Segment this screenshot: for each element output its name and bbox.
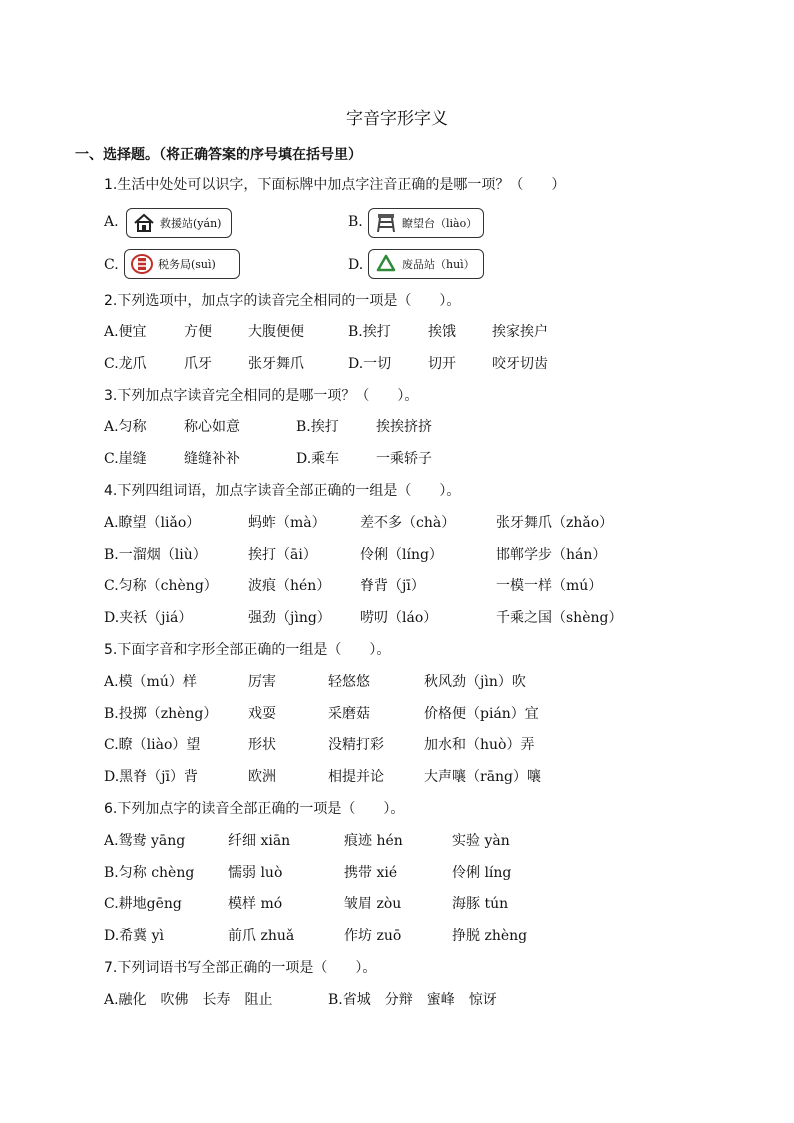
question-stem: 5.下面字音和字形全部正确的一组是（ ）。: [104, 642, 391, 658]
answer-option: D.黑脊（jī）背: [104, 769, 198, 785]
answer-option: 张牙舞爪（zhǎo）: [496, 515, 614, 531]
answer-option: 采磨菇: [328, 706, 370, 722]
answer-option: 相提并论: [328, 769, 384, 785]
q1-option-a-sign-text: 救援站(yán): [160, 217, 222, 230]
answer-option: 欧洲: [248, 769, 276, 785]
page-title: 字音字形字义: [346, 109, 448, 129]
question-stem: 7.下列词语书写全部正确的一项是（ ）。: [104, 960, 377, 976]
answer-option: D.希冀 yì: [104, 928, 165, 944]
tower-icon: [375, 212, 397, 234]
answer-option: 秋风劲（jìn）吹: [424, 674, 526, 690]
answer-option: 蚂蚱（mà）: [248, 515, 326, 531]
answer-option: 作坊 zuō: [344, 928, 402, 944]
answer-option: 挨挨挤挤: [376, 419, 432, 435]
answer-option: 千乘之国（shèng）: [496, 610, 623, 626]
answer-option: B.一溜烟（liù）: [104, 547, 207, 563]
answer-option: C.匀称（chèng）: [104, 578, 218, 594]
q1-option-a-sign: [126, 208, 232, 238]
answer-option: B.投掷（zhèng）: [104, 706, 218, 722]
answer-option: C.瞭（liào）望: [104, 737, 201, 753]
answer-option: 称心如意: [184, 419, 240, 435]
recycle-icon: [375, 253, 397, 275]
answer-option: 懦弱 luò: [228, 865, 283, 881]
answer-option: 强劲（jìng）: [248, 610, 331, 626]
answer-option: 缝缝补补: [184, 451, 240, 467]
q1-option-a-letter: A.: [104, 214, 119, 230]
answer-option: 方便: [184, 324, 212, 340]
answer-option: A.鸳鸯 yāng: [104, 833, 186, 849]
answer-option: 波痕（hén）: [248, 578, 331, 594]
answer-option: 痕迹 hén: [344, 833, 403, 849]
answer-option: B.挨打: [296, 419, 339, 435]
q1-option-c-sign-text: 税务局(suì): [158, 258, 216, 271]
answer-option: 携带 xié: [344, 865, 398, 881]
house-icon: [133, 212, 155, 234]
q1-option-d-letter: D.: [348, 257, 364, 273]
answer-option: 皱眉 zòu: [344, 896, 402, 912]
answer-option: 纤细 xiān: [228, 833, 291, 849]
answer-option: B.匀称 chèng: [104, 865, 195, 881]
answer-option: 唠叨（láo）: [360, 610, 438, 626]
answer-option: 海豚 tún: [452, 896, 509, 912]
answer-option: 戏耍: [248, 706, 276, 722]
answer-option: C.耕地gēng: [104, 896, 182, 912]
answer-option: 大腹便便: [248, 324, 304, 340]
answer-option: 咬牙切齿: [492, 356, 548, 372]
answer-option: 没精打彩: [328, 737, 384, 753]
answer-option: 加水和（huò）弄: [424, 737, 535, 753]
answer-option: 伶俐（líng）: [360, 547, 443, 563]
answer-option: A.模（mú）样: [104, 674, 197, 690]
question-stem: 4.下列四组词语，加点字读音全部正确的一组是（ ）。: [104, 483, 461, 499]
answer-option: 一乘轿子: [376, 451, 432, 467]
answer-option: 实验 yàn: [452, 833, 510, 849]
answer-option: A.融化 吹佛 长寿 阻止: [104, 992, 273, 1008]
answer-option: 厉害: [248, 674, 276, 690]
answer-option: B.省城 分辩 蜜峰 惊讶: [328, 992, 497, 1008]
answer-option: 张牙舞爪: [248, 356, 304, 372]
answer-option: 挨饿: [428, 324, 456, 340]
answer-option: 切开: [428, 356, 456, 372]
answer-option: 一模一样（mú）: [496, 578, 603, 594]
answer-option: C.崖缝: [104, 451, 147, 467]
q1-option-b-letter: B.: [348, 214, 363, 230]
q1-option-d-sign: [368, 249, 484, 279]
answer-option: A.便宜: [104, 324, 147, 340]
answer-option: 大声嚷（rāng）嚷: [424, 769, 542, 785]
q1-option-b-sign: [368, 208, 484, 238]
answer-option: C.龙爪: [104, 356, 147, 372]
question-stem: 3.下列加点字读音完全相同的是哪一项？（ ）。: [104, 388, 419, 404]
answer-option: D.乘车: [296, 451, 340, 467]
tax-emblem-icon: [131, 253, 153, 275]
answer-option: 形状: [248, 737, 276, 753]
q1-option-c-sign: [124, 249, 240, 279]
answer-option: 轻悠悠: [328, 674, 370, 690]
q1-option-b-sign-text: 瞭望台（liào）: [402, 217, 478, 230]
answer-option: B.挨打: [348, 324, 391, 340]
answer-option: 差不多（chà）: [360, 515, 456, 531]
question-stem: 2.下列选项中，加点字的读音完全相同的一项是（ ）。: [104, 293, 461, 309]
answer-option: 挣脱 zhèng: [452, 928, 528, 944]
answer-option: D.夹袄（jiá）: [104, 610, 193, 626]
q1-option-c-letter: C.: [104, 257, 119, 273]
answer-option: 前爪 zhuǎ: [228, 928, 295, 944]
answer-option: A.瞭望（liǎo）: [104, 515, 201, 531]
answer-option: 伶俐 líng: [452, 865, 512, 881]
answer-option: 挨打（āi）: [248, 547, 317, 563]
section-heading: 一、选择题。（将正确答案的序号填在括号里）: [75, 147, 362, 163]
answer-option: 邯郸学步（hán）: [496, 547, 607, 563]
answer-option: 价格便（pián）宜: [424, 706, 539, 722]
answer-option: 挨家挨户: [492, 324, 548, 340]
question-1-stem: 1.生活中处处可以识字，下面标牌中加点字注音正确的是哪一项？（ ）: [104, 177, 566, 193]
q1-option-d-sign-text: 废品站（huì）: [402, 258, 475, 271]
answer-option: 模样 mó: [228, 896, 283, 912]
question-stem: 6.下列加点字的读音全部正确的一项是（ ）。: [104, 801, 405, 817]
answer-option: D.一切: [348, 356, 392, 372]
answer-option: 爪牙: [184, 356, 212, 372]
answer-option: 脊背（jī）: [360, 578, 425, 594]
answer-option: A.匀称: [104, 419, 147, 435]
